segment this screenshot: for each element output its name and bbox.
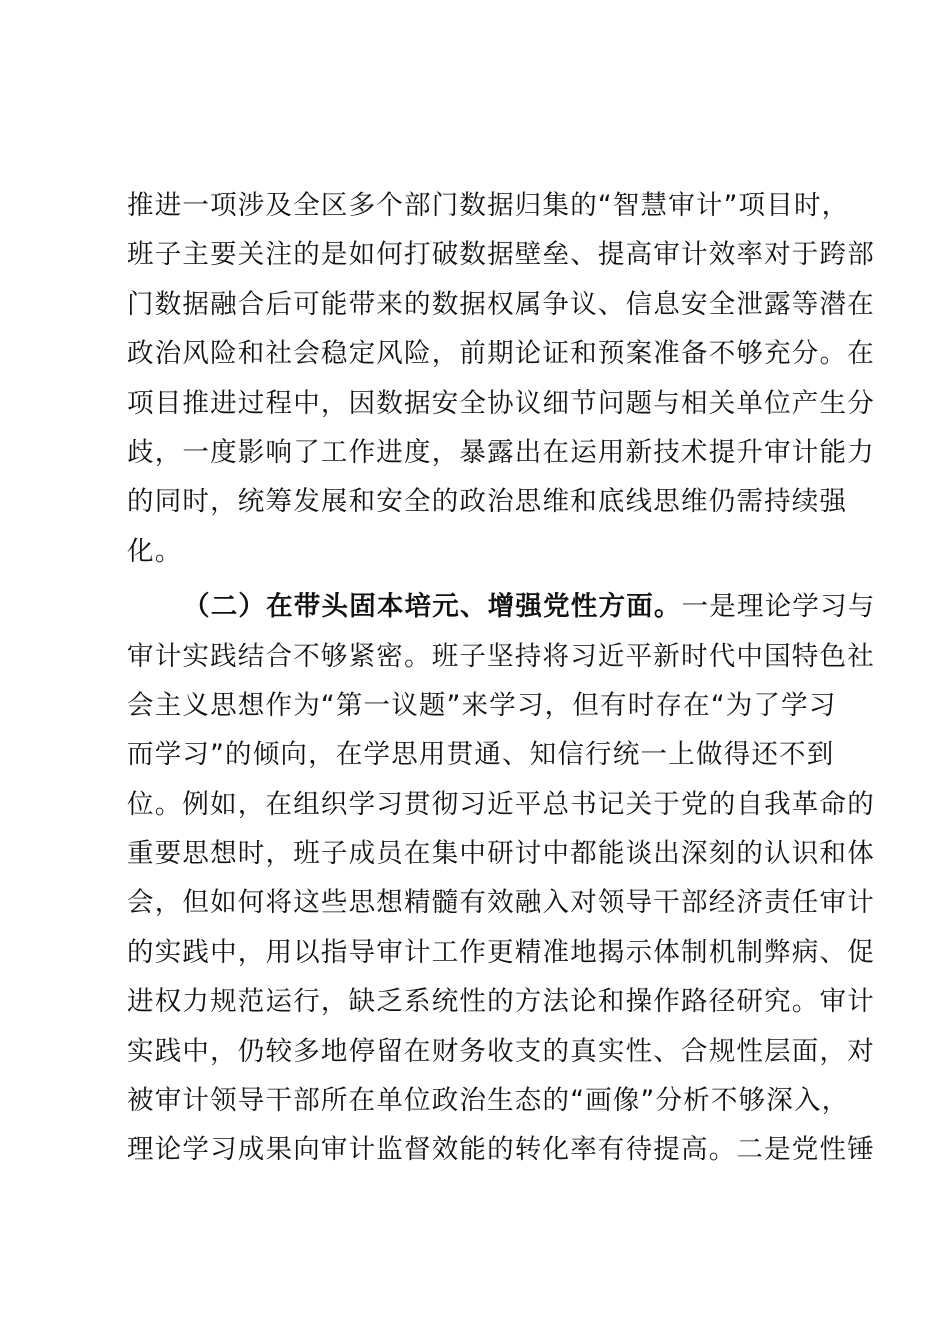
paragraph-political-risk (127, 181, 875, 576)
text-line: 实践中，仍较多地停留在财务收支的真实性、合规性层面，对 (127, 1035, 875, 1067)
paragraph-party-spirit (127, 582, 876, 1175)
text-line: 审计实践结合不够紧密。班子坚持将习近平新时代中国特色社 (127, 640, 875, 672)
text-line: 化。 (127, 535, 183, 567)
text-line: 政治风险和社会稳定风险，前期论证和预案准备不够充分。在 (127, 338, 875, 370)
text-line: 项目推进过程中，因数据安全协议细节问题与相关单位产生分 (127, 387, 875, 419)
text-line: 重要思想时，班子成员在集中研讨中都能谈出深刻的认识和体 (127, 838, 875, 870)
text-line: 会主义思想作为“第一议题”来学习，但有时存在“为了学习 (127, 689, 837, 721)
document-body (127, 181, 876, 1175)
text-line: 位。例如，在组织学习贯彻习近平总书记关于党的自我革命的 (127, 788, 875, 820)
text-line: 班子主要关注的是如何打破数据壁垒、提高审计效率对于跨部 (127, 239, 875, 271)
text-line: 理论学习成果向审计监督效能的转化率有待提高。二是党性锤 (127, 1134, 875, 1166)
text-line: 进权力规范运行，缺乏系统性的方法论和操作路径研究。审计 (127, 986, 875, 1018)
text-line: 的同时，统筹发展和安全的政治思维和底线思维仍需持续强 (127, 486, 848, 518)
text-line: 歧，一度影响了工作进度，暴露出在运用新技术提升审计能力 (127, 436, 875, 468)
text-line: 被审计领导干部所在单位政治生态的“画像”分析不够深入， (127, 1085, 850, 1117)
text-line-rest: 一是理论学习与 (681, 591, 876, 623)
text-line: 会，但如何将这些思想精髓有效融入对领导干部经济责任审计 (127, 887, 875, 919)
text-line: 推进一项涉及全区多个部门数据归集的“智慧审计”项目时， (127, 190, 850, 221)
section-heading: （二）在带头固本培元、增强党性方面。 (183, 591, 682, 623)
text-line: 而学习”的倾向，在学思用贯通、知信行统一上做得还不到 (127, 739, 835, 771)
section-heading-line (127, 582, 876, 631)
text-line: 的实践中，用以指导审计工作更精准地揭示体制机制弊病、促 (127, 936, 875, 968)
text-line: 门数据融合后可能带来的数据权属争议、信息安全泄露等潜在 (127, 288, 875, 320)
